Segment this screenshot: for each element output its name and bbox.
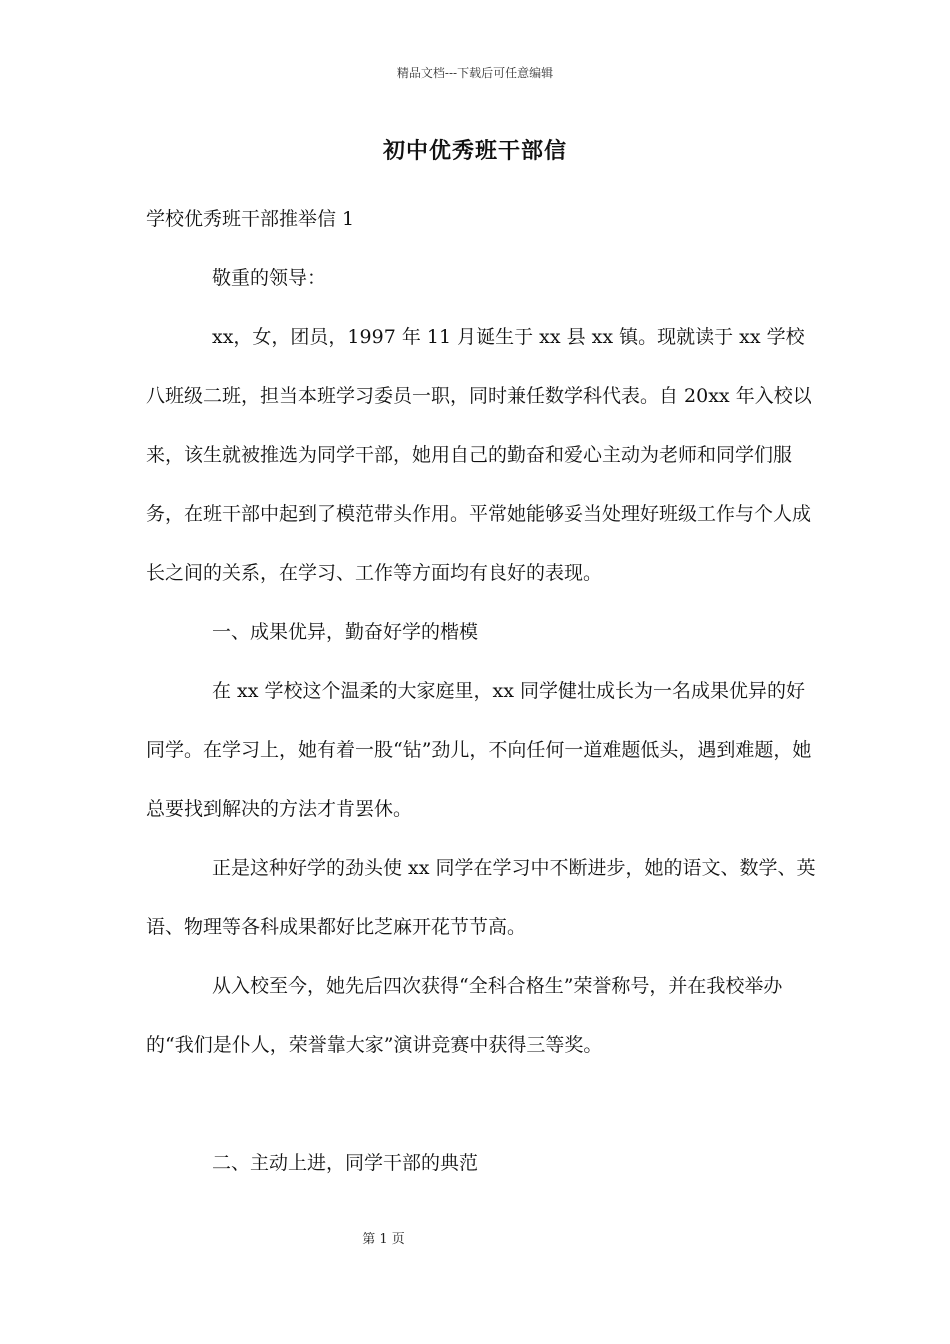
- blank-line: [146, 1075, 816, 1134]
- salutation: 敬重的领导：: [212, 267, 327, 289]
- section-heading-1: 一、成果优异，勤奋好学的楷模: [212, 621, 479, 643]
- paragraph-study: 在 xx 学校这个温柔的大家庭里，xx 同学健壮成长为一名成果优异的好同学。在学习上，她有着一股“钻”劲儿，不向任何一道难题低头，遇到难题，她总要找到解决的方法才肯罢休。: [146, 680, 812, 820]
- paragraph-progress: 正是这种好学的劲头使 xx 同学在学习中不断进步，她的语文、数学、英语、物理等各科成果都好比芝麻开花节节高。: [146, 857, 816, 938]
- letter-subtitle: 学校优秀班干部推举信 1: [146, 208, 355, 230]
- paragraph-awards: 从入校至今，她先后四次获得“全科合格生”荣誉称号，并在我校举办的“我们是仆人，荣誉靠大家”演讲竞赛中获得三等奖。: [146, 975, 783, 1056]
- page-number: 第 1 页: [362, 1232, 405, 1247]
- document-body: [146, 190, 816, 1193]
- page-header: 精品文档---下载后可任意编辑: [396, 66, 554, 80]
- paragraph-intro: xx，女，团员，1997 年 11 月诞生于 xx 县 xx 镇。现就读于 xx 学校八班级二班，担当本班学习委员一职，同时兼任数学科代表。自 20xx 年入校以来，该生就被推选为同学干部，她用自己的勤奋和爱心主动为老师和同学们服务，在班干部中起到了模范带头作用。平常她能够妥当处理好班级工作与个人成长之间的关系，在学习、工作等方面均有良好的表现。: [146, 326, 812, 584]
- section-heading-2: 二、主动上进，同学干部的典范: [212, 1152, 479, 1174]
- document-title: 初中优秀班干部信: [382, 138, 567, 164]
